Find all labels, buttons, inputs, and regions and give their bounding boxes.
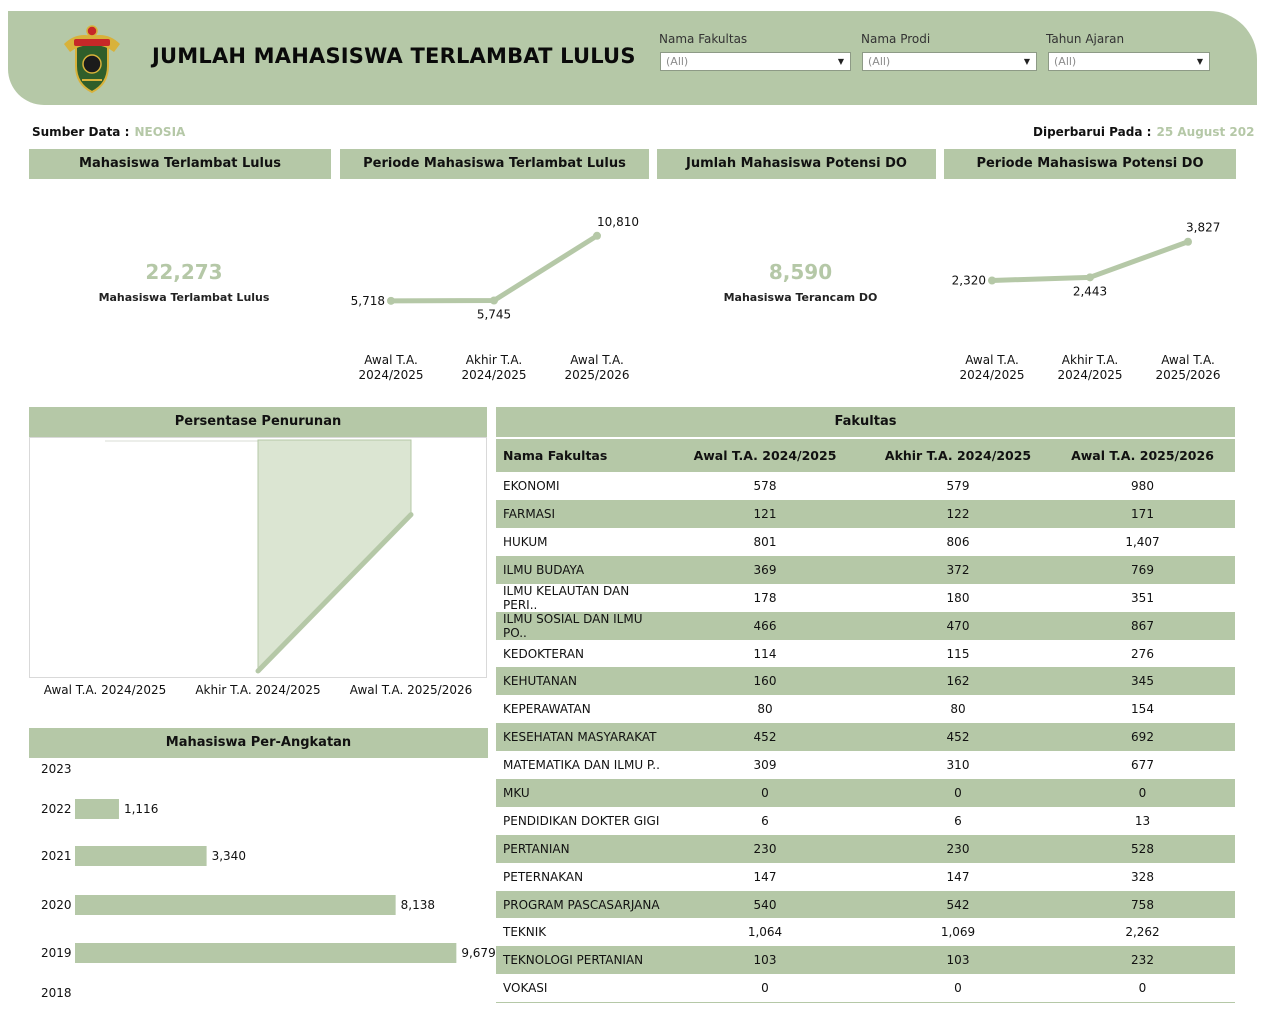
cell-value: 540: [664, 891, 866, 919]
series-line: [391, 236, 597, 301]
cell-value: 1,407: [1125, 534, 1160, 549]
cell-value: 1,069: [940, 925, 976, 940]
cell-value: 171: [1050, 500, 1235, 528]
cell-value: 677: [1131, 758, 1154, 773]
cell-value: 115: [946, 646, 970, 661]
cell-fakultas-name: PROGRAM PASCASARJANA: [496, 891, 664, 919]
cell-fakultas-name: ILMU KELAUTAN DAN PERI..: [503, 583, 630, 612]
cell-fakultas-name: VOKASI: [496, 974, 664, 1002]
table-row: [496, 500, 1235, 528]
table-row: [496, 640, 1235, 668]
cell-fakultas-name: EKONOMI: [503, 478, 560, 493]
bar-label: 1,116: [123, 802, 159, 816]
table-row: [496, 472, 1235, 500]
periode-terlambat-title: Periode Mahasiswa Terlambat Lulus: [340, 149, 649, 179]
filter-fakultas-dropdown[interactable]: [660, 52, 851, 71]
x-tick-label: Akhir T.A. 2024/2025: [195, 683, 321, 697]
fakultas-table: [496, 439, 1235, 1003]
table-row: [496, 695, 1235, 723]
cell-value: 345: [1050, 667, 1235, 695]
x-tick-label: 2024/2025: [358, 368, 424, 382]
cell-value: 542: [866, 891, 1050, 919]
kpi-terlambat-title: Mahasiswa Terlambat Lulus: [29, 149, 331, 179]
cell-value: 121: [664, 500, 866, 528]
bar: [75, 895, 396, 915]
data-label: 5,745: [476, 307, 512, 322]
table-row: [496, 556, 1235, 584]
cell-value: 122: [866, 500, 1050, 528]
data-label: 3,827: [1186, 220, 1221, 235]
cell-fakultas-name: PENDIDIKAN DOKTER GIGI: [503, 813, 660, 828]
chevron-down-icon: ▼: [837, 57, 844, 66]
bar-label: 8,138: [400, 898, 435, 912]
data-label: 10,810: [597, 214, 639, 229]
cell-value: 801: [753, 534, 777, 549]
table-row: [496, 779, 1235, 807]
updated-value: 25 August 202: [1156, 125, 1255, 139]
x-tick-label: Awal T.A.: [364, 353, 418, 367]
cell-fakultas-name: KESEHATAN MASYARAKAT: [496, 723, 664, 751]
cell-value: 154: [1131, 702, 1154, 717]
x-tick-label: 2024/2025: [1057, 368, 1123, 382]
filter-tahun-value: (All): [1054, 55, 1077, 68]
source-value: NEOSIA: [134, 125, 186, 139]
table-row: [496, 891, 1235, 919]
cell-value: 0: [866, 974, 1050, 1002]
cell-value: 369: [664, 556, 866, 584]
cell-value: 2,262: [1125, 925, 1160, 940]
cell-value: 13: [1134, 813, 1151, 828]
table-row: [496, 612, 1235, 640]
table-header-row: [496, 439, 1235, 472]
x-tick-label: Akhir T.A.: [1061, 353, 1119, 367]
cell-value: 230: [866, 835, 1050, 863]
cell-value: 103: [664, 946, 866, 974]
cell-fakultas-name: KEDOKTERAN: [503, 646, 585, 661]
data-point: [593, 232, 601, 240]
cell-value: 309: [753, 758, 777, 773]
source-label: Sumber Data :: [32, 125, 130, 139]
cell-fakultas-name: ILMU SOSIAL DAN ILMU PO..: [496, 612, 664, 640]
fakultas-table-wrap: [496, 439, 1235, 1003]
data-point: [988, 276, 996, 284]
filter-prodi-dropdown[interactable]: [862, 52, 1037, 71]
angkatan-chart: [29, 758, 496, 1002]
x-tick-label: 2025/2026: [1155, 368, 1221, 382]
cell-value: 528: [1050, 835, 1235, 863]
bar-label: 9,679: [461, 946, 496, 960]
cell-value: 452: [664, 723, 866, 751]
cell-value: 180: [946, 590, 970, 605]
y-tick-label: 2022: [41, 802, 72, 816]
periode-do-title: Periode Mahasiswa Potensi DO: [944, 149, 1236, 179]
table-row: [496, 723, 1235, 751]
cell-value: 769: [1050, 556, 1235, 584]
updated-label: Diperbarui Pada :: [1033, 125, 1152, 139]
x-tick-label: Awal T.A.: [1161, 353, 1215, 367]
filter-prodi-value: (All): [868, 55, 891, 68]
cell-value: 6: [954, 813, 962, 828]
cell-value: 328: [1131, 869, 1154, 884]
kpi-do-value: 8,590: [768, 260, 833, 284]
data-point: [490, 296, 498, 304]
cell-value: 692: [1050, 723, 1235, 751]
table-row: [496, 918, 1235, 946]
chevron-down-icon: ▼: [1023, 57, 1030, 66]
data-point: [1086, 273, 1094, 281]
cell-value: 103: [866, 946, 1050, 974]
bar: [75, 943, 456, 963]
x-tick-label: Awal T.A. 2025/2026: [349, 683, 473, 697]
filter-prodi-label: Nama Prodi: [861, 32, 931, 46]
filter-fakultas-value: (All): [666, 55, 689, 68]
filter-tahun-label: Tahun Ajaran: [1046, 32, 1125, 46]
kpi-do-caption: Mahasiswa Terancam DO: [723, 291, 878, 304]
table-row: [496, 807, 1235, 835]
x-tick-label: 2024/2025: [461, 368, 527, 382]
bar: [75, 846, 207, 866]
data-label: 5,718: [350, 293, 385, 308]
x-tick-label: Awal T.A.: [965, 353, 1019, 367]
col-header-awal-2025[interactable]: Awal T.A. 2025/2026: [1050, 439, 1235, 472]
source-info: [32, 121, 185, 140]
y-tick-label: 2021: [41, 849, 72, 863]
table-row: [496, 835, 1235, 863]
filter-fakultas-label: Nama Fakultas: [659, 32, 748, 46]
page-title: JUMLAH MAHASISWA TERLAMBAT LULUS: [152, 44, 636, 68]
periode-terlambat-chart: [340, 179, 649, 388]
cell-fakultas-name: FARMASI: [496, 500, 664, 528]
cell-value: 0: [664, 974, 866, 1002]
cell-value: 806: [946, 534, 970, 549]
cell-value: 310: [946, 758, 970, 773]
filter-tahun-dropdown[interactable]: [1048, 52, 1210, 71]
cell-value: 0: [664, 779, 866, 807]
university-crest-icon: [62, 22, 122, 94]
chevron-down-icon: ▼: [1196, 57, 1203, 66]
y-tick-label: 2019: [41, 946, 72, 960]
kpi-do-card: [657, 179, 936, 388]
table-row: [496, 751, 1235, 779]
y-tick-label: 2020: [41, 898, 72, 912]
table-row: [496, 863, 1235, 891]
cell-value: 0: [866, 779, 1050, 807]
cell-value: 276: [1131, 646, 1154, 661]
y-tick-label: 2023: [41, 762, 72, 776]
cell-value: 1,064: [747, 925, 783, 940]
col-header-awal-2024[interactable]: Awal T.A. 2024/2025: [664, 439, 866, 472]
x-tick-label: Akhir T.A.: [465, 353, 523, 367]
cell-fakultas-name: KEPERAWATAN: [503, 702, 591, 717]
angkatan-title: Mahasiswa Per-Angkatan: [29, 728, 488, 758]
data-point: [387, 297, 395, 305]
fakultas-title: Fakultas: [496, 407, 1235, 437]
table-row: [496, 667, 1235, 695]
kpi-terlambat-caption: Mahasiswa Terlambat Lulus: [98, 291, 270, 304]
kpi-do-title: Jumlah Mahasiswa Potensi DO: [657, 149, 936, 179]
table-row: [496, 528, 1235, 556]
cell-value: 162: [866, 667, 1050, 695]
data-label: 2,443: [1072, 284, 1108, 299]
cell-value: 114: [753, 646, 777, 661]
cell-value: 758: [1050, 891, 1235, 919]
penurunan-title: Persentase Penurunan: [29, 407, 487, 437]
cell-fakultas-name: PETERNAKAN: [503, 869, 584, 884]
cell-value: 0: [1050, 974, 1235, 1002]
cell-fakultas-name: MATEMATIKA DAN ILMU P..: [503, 758, 660, 773]
cell-fakultas-name: KEHUTANAN: [496, 667, 664, 695]
cell-value: 372: [866, 556, 1050, 584]
cell-value: 147: [946, 869, 970, 884]
kpi-terlambat-value: 22,273: [145, 260, 223, 284]
cell-value: 0: [1050, 779, 1235, 807]
data-label: 2,320: [951, 273, 986, 288]
cell-value: 867: [1050, 612, 1235, 640]
cell-value: 466: [664, 612, 866, 640]
cell-value: 80: [757, 702, 773, 717]
cell-value: 147: [753, 869, 777, 884]
periode-do-chart: [944, 179, 1236, 388]
col-header-nama[interactable]: Nama Fakultas: [496, 439, 664, 472]
kpi-terlambat-card: [29, 179, 331, 388]
x-tick-label: Awal T.A.: [570, 353, 624, 367]
x-tick-label: 2024/2025: [959, 368, 1025, 382]
table-row: [496, 584, 1235, 612]
y-tick-label: 2018: [41, 986, 72, 1000]
x-tick-label: 2025/2026: [564, 368, 630, 382]
cell-value: 470: [866, 612, 1050, 640]
cell-value: 980: [1131, 478, 1154, 493]
bar: [75, 799, 119, 819]
cell-fakultas-name: TEKNOLOGI PERTANIAN: [496, 946, 664, 974]
bar-label: 3,340: [211, 849, 246, 863]
table-row: [496, 946, 1235, 974]
cell-value: 452: [866, 723, 1050, 751]
cell-value: 80: [950, 702, 966, 717]
cell-value: 230: [664, 835, 866, 863]
cell-value: 351: [1131, 590, 1154, 605]
cell-value: 232: [1050, 946, 1235, 974]
col-header-akhir-2024[interactable]: Akhir T.A. 2024/2025: [866, 439, 1050, 472]
cell-value: 579: [946, 478, 970, 493]
cell-fakultas-name: HUKUM: [503, 534, 548, 549]
cell-fakultas-name: TEKNIK: [503, 925, 547, 940]
cell-fakultas-name: MKU: [496, 779, 664, 807]
data-point: [1184, 238, 1192, 246]
cell-value: 160: [664, 667, 866, 695]
cell-value: 178: [753, 590, 777, 605]
x-tick-label: Awal T.A. 2024/2025: [43, 683, 167, 697]
cell-fakultas-name: PERTANIAN: [496, 835, 664, 863]
cell-fakultas-name: ILMU BUDAYA: [496, 556, 664, 584]
updated-info: [1033, 121, 1254, 140]
table-row: [496, 974, 1235, 1002]
cell-value: 6: [761, 813, 769, 828]
cell-value: 578: [753, 478, 777, 493]
penurunan-chart: [29, 437, 487, 709]
